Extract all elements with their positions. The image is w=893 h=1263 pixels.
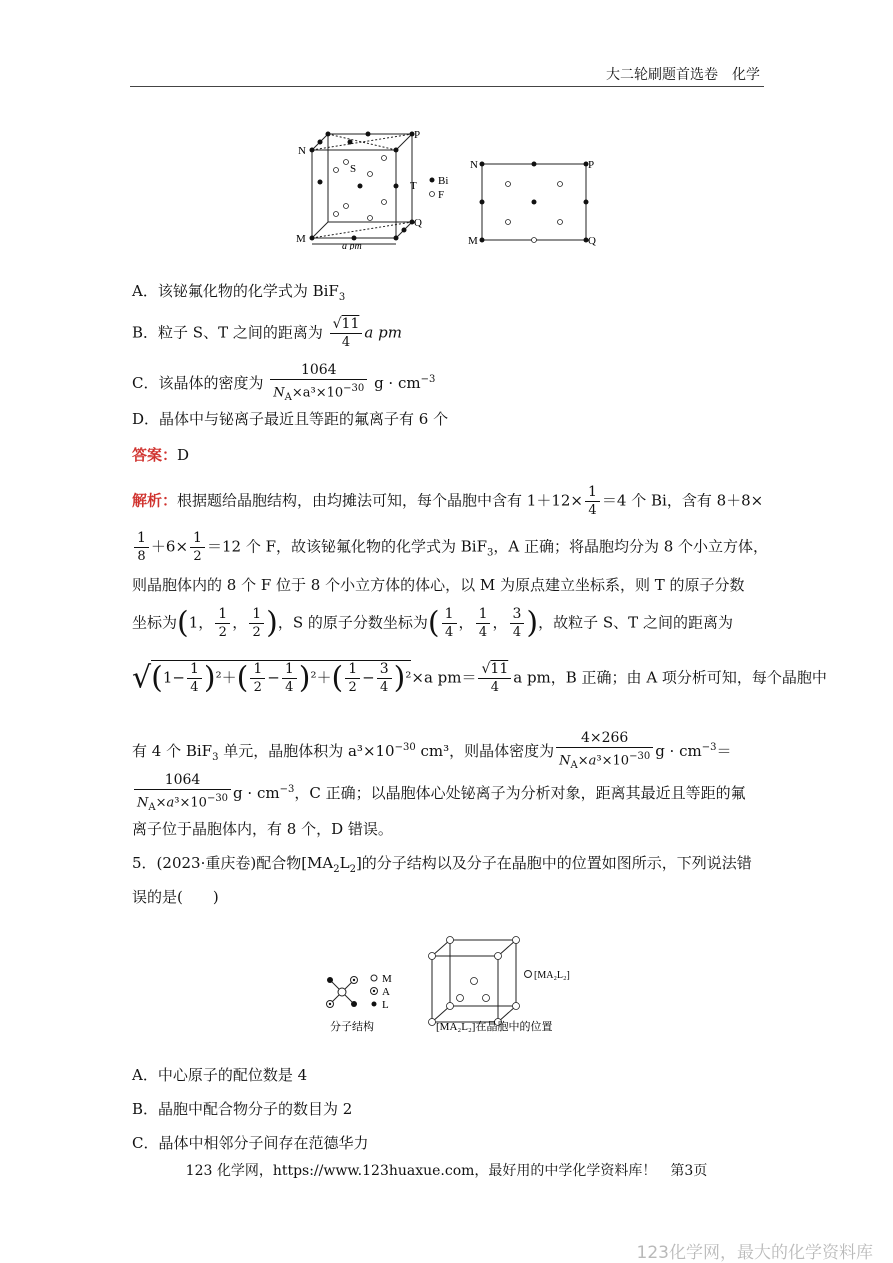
page-footer: 123 化学网，https://www.123huaxue.com，最好用的中学化学资料库！ 第3页 bbox=[185, 1163, 708, 1179]
option-5B: B．晶胞中配合物分子的数目为 2 bbox=[132, 1100, 353, 1118]
legend-bi: Bi bbox=[438, 175, 449, 187]
analysis-line-3: 则晶胞体内的 8 个 F 位于 8 个小立方体的体心，以 M 为原点建立坐标系，则 T 的原子分数 bbox=[132, 576, 745, 594]
legend-f: F bbox=[438, 189, 445, 201]
question-5-line-2: 误的是( ) bbox=[132, 888, 219, 906]
option-5A: A．中心原子的配位数是 4 bbox=[132, 1066, 308, 1084]
question-5-line-1: 5．(2023·重庆卷)配合物$[MA_2L_2]$的分子结构以及分子在晶胞中的位置如图所示，下列说法错 bbox=[132, 854, 752, 875]
answer-line: 答案：D bbox=[132, 446, 190, 464]
analysis-line-8: 离子位于晶胞体内，有 8 个，D 错误。 bbox=[132, 820, 393, 838]
square-label-N: N bbox=[470, 159, 478, 171]
label-a-pm: a pm bbox=[342, 241, 362, 250]
label-Q: Q bbox=[414, 217, 422, 229]
legend-molecule: [MA₂L₂] bbox=[534, 970, 570, 981]
analysis-line-2: $\frac{1}{8}$ ＋6× $\frac{1}{2}$ ＝12 个 F，故该铋氟化物的化学式为 BiF$_3$，A 正确；将晶胞均分为 8 个小立方体， bbox=[132, 530, 768, 565]
analysis-line-4: 坐标为(1， $\frac{1}{2}$ ， $\frac{1}{2}$ )，S 的原子分数坐标为( $\frac{1}{4}$ ， $\frac{1}{4}$ ， $\frac{3}{4}$ )，故粒子 S、T 之间的距离为 bbox=[132, 605, 733, 641]
label-N: N bbox=[298, 145, 306, 157]
analysis-line-7: $\frac{1064}{N_A\times a^3\times 10^{-30}}$ $g \cdot cm^{-3}$，C 正确；以晶胞体心处铋离子为分析对象，距离其最近且等距的氟 bbox=[132, 772, 746, 816]
option-4C: C．该晶体的密度为 $\frac{1064}{N_A\times a^3\times 10^{-30}}$ $g \cdot cm^{-3}$ bbox=[132, 362, 436, 403]
legend-L: L bbox=[382, 999, 389, 1011]
caption-cell: [MA₂L₂]在晶胞中的位置 bbox=[436, 1021, 553, 1033]
caption-molecule: 分子结构 bbox=[330, 1021, 374, 1033]
square-label-M: M bbox=[468, 235, 478, 247]
square-label-P: P bbox=[588, 159, 595, 171]
option-4A: A．该铋氟化物的化学式为 BiF$_3$ bbox=[132, 282, 346, 303]
complex-structure-figure bbox=[318, 932, 598, 1040]
option-4D: D．晶体中与铋离子最近且等距的氟离子有 6 个 bbox=[132, 410, 449, 428]
square-label-Q: Q bbox=[588, 235, 596, 247]
option-5C: C．晶体中相邻分子间存在范德华力 bbox=[132, 1134, 369, 1152]
analysis-line-1: 解析：根据题给晶胞结构，由均摊法可知，每个晶胞中含有 1＋12× $\frac{1}{4}$ ＝4 个 Bi，含有 8＋8× bbox=[132, 484, 764, 518]
header-title: 大二轮刷题首选卷 化学 bbox=[606, 67, 760, 83]
legend-A: A bbox=[382, 986, 390, 998]
option-4B: B．粒子 S、T 之间的距离为 $\frac{√11}{4}$ a pm bbox=[132, 316, 402, 350]
crystal-structure-figure bbox=[290, 122, 610, 250]
analysis-line-5: √(1− $\frac{1}{4}$ )²＋( $\frac{1}{2}$ − $\frac{1}{4}$ )²＋( $\frac{1}{2}$ − $\frac{3}{4}$ )²×a pm＝ $\frac{√11}{4}$ a pm，B 正确；由 A 项分析可知，每个晶胞中 bbox=[132, 660, 827, 696]
page-header bbox=[130, 60, 764, 87]
label-M: M bbox=[296, 233, 306, 245]
legend-M: M bbox=[382, 973, 392, 985]
label-P: P bbox=[414, 129, 421, 141]
label-S: S bbox=[350, 163, 357, 175]
label-T: T bbox=[410, 180, 417, 192]
analysis-line-6: 有 4 个 BiF$_3$ 单元，晶胞体积为 $a^3\times 10^{-30}$ cm³，则晶体密度为 $\frac{4\times 266}{N_A\times a^3\times 10^{-30}}$ $g \cdot cm^{-3}=$ bbox=[132, 730, 732, 771]
watermark: 123化学网，最大的化学资料库 bbox=[636, 1243, 873, 1263]
